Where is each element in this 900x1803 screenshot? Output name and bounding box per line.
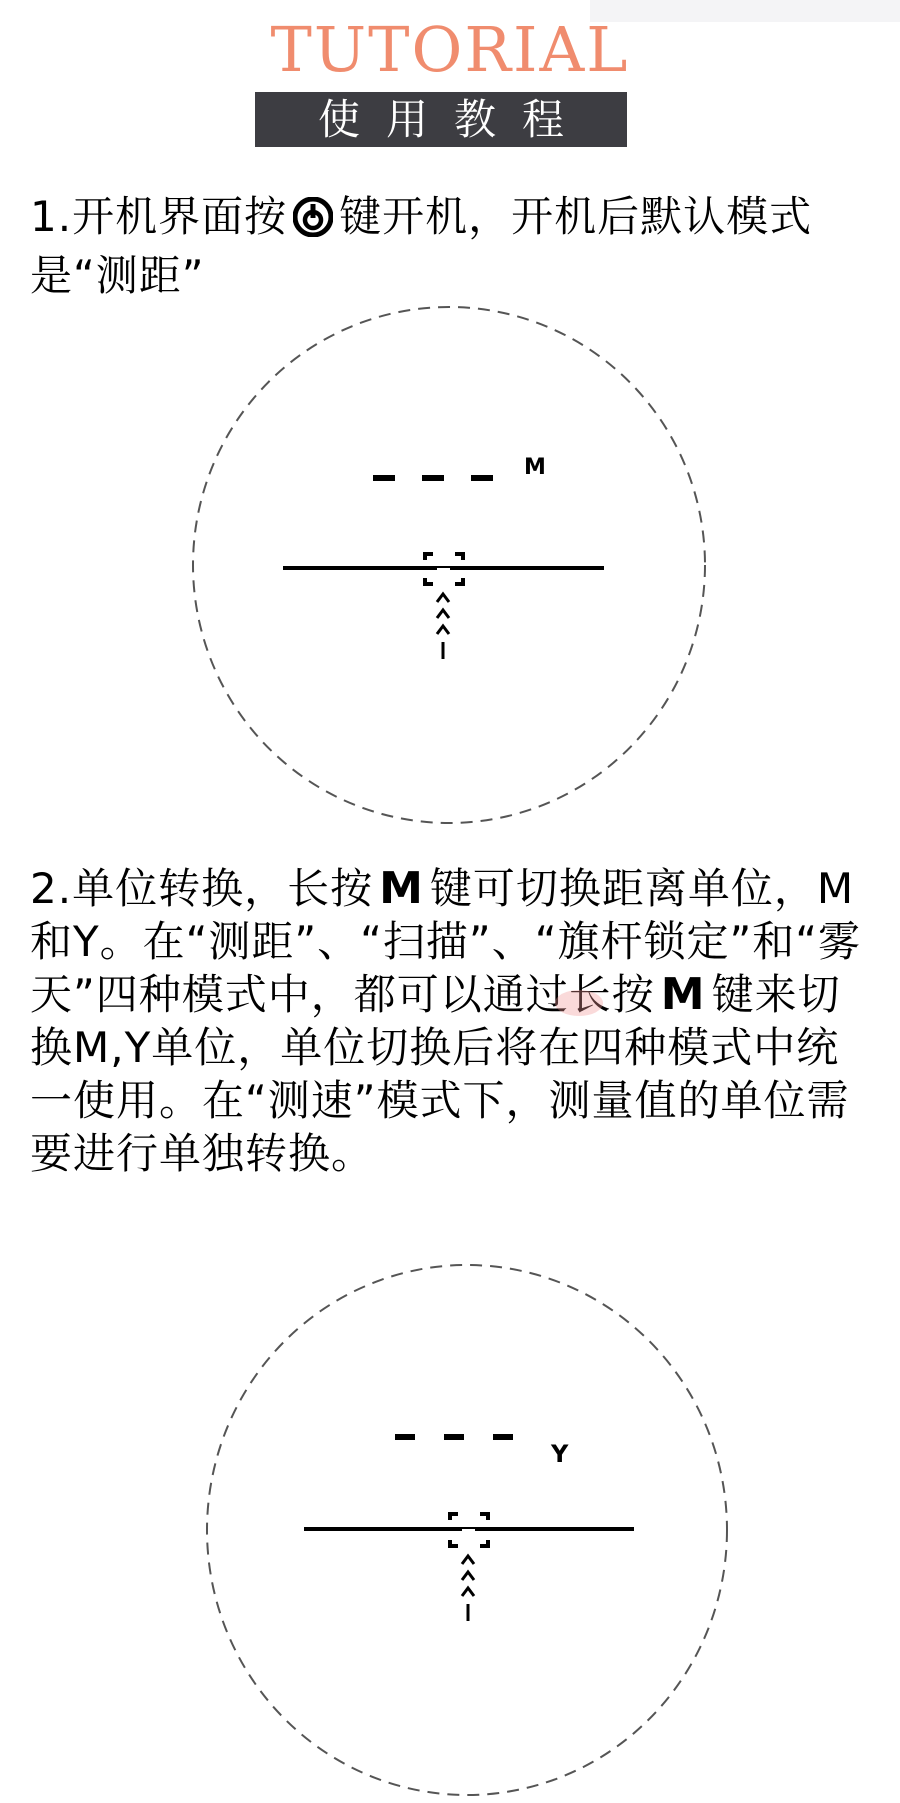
power-icon [293,196,333,249]
unit-label-m: M [524,455,546,480]
m-key-label: M [379,863,424,914]
step-2-text-start: 2.单位转换，长按 [30,864,374,913]
rangefinder-display-yards [0,1262,900,1799]
reticle [304,1514,634,1621]
step-2-text-middle: 键可切换距离单位，M和Y。在“测距”、“扫描”、“旗杆锁定”和“雾天”四种模式中，都可以通过长按 [30,864,861,1019]
m-key-label: M [660,969,706,1020]
rangefinder-display-meters [0,305,900,835]
page-title: TUTORIAL [270,13,630,86]
step-2-text-end: 键来切换M,Y单位，单位切换后将在四种模式中统一使用。在“测速”模式下，测量值的单位需要进行单独转换。 [30,970,850,1178]
step-1-text [30,190,875,302]
unit-label-y: Y [551,1440,569,1468]
step-1-text-end: 键开机，开机后默认模式是“测距” [30,192,813,300]
range-placeholder-dashes [373,475,493,481]
decorative-smudge [555,990,603,1016]
step-1-text-start: 1.开机界面按 [30,192,288,241]
range-placeholder-dashes [395,1434,513,1440]
reticle [283,554,604,659]
step-2-text [30,862,875,1180]
page-subtitle: 使用教程 [255,92,627,147]
